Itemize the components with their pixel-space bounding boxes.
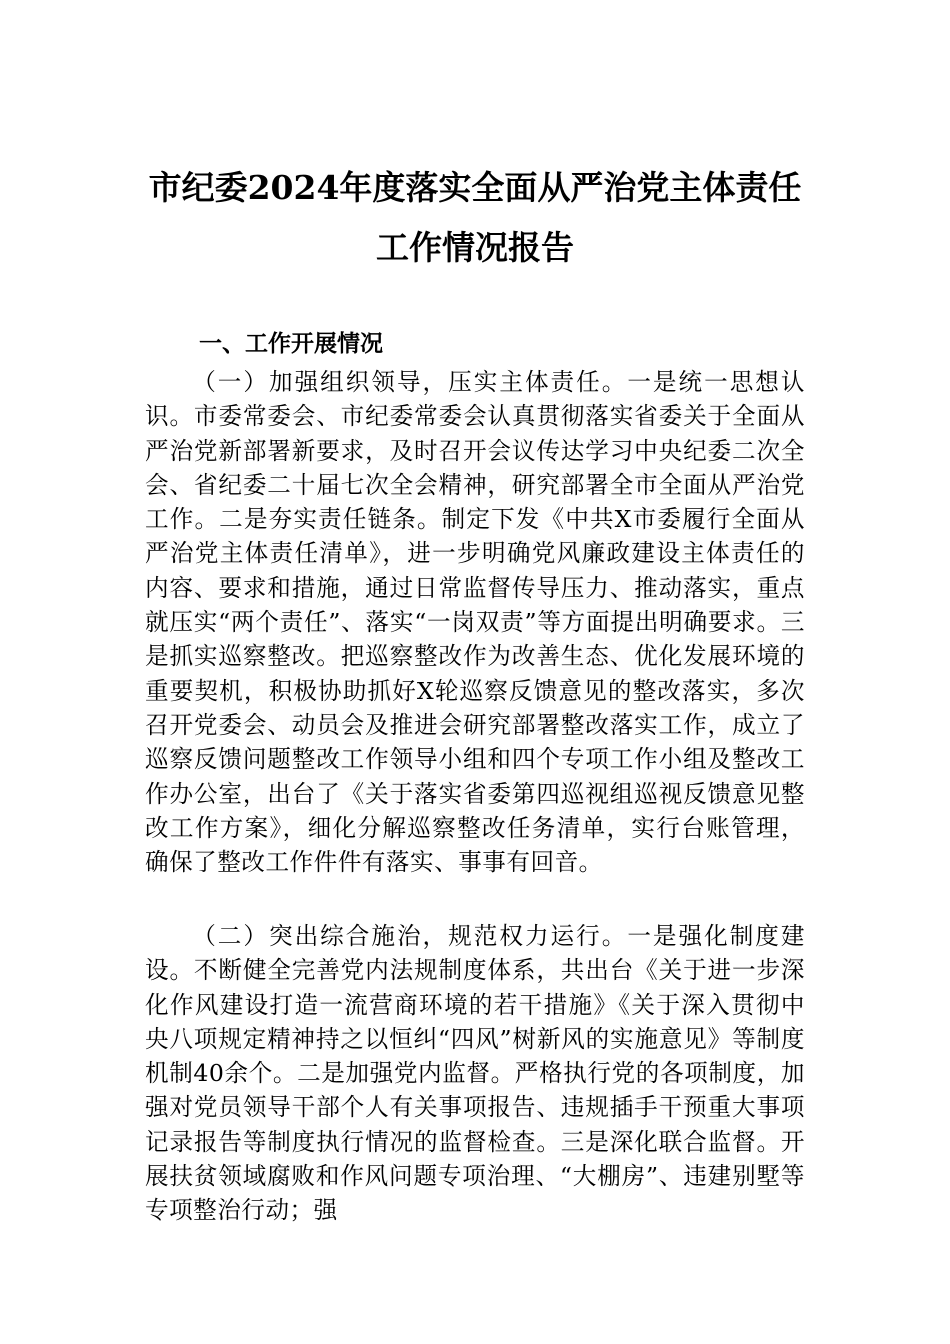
body-paragraph: （一）加强组织领导，压实主体责任。一是统一思想认识。市委常委会、市纪委常委会认真贯彻落实省委关于全面从严治党新部署新要求，及时召开会议传达学习中央纪委二次全会、省纪委二十届七次全会精神，研究部署全市全面从严治党工作。二是夯实责任链条。制定下发《中共X市委履行全面从严治党主体责任清单》，进一步明确党风廉政建设主体责任的内容、要求和措施，通过日常监督传导压力、推动落实，重点就压实“两个责任”、落实“一岗双责”等方面提出明确要求。三是抓实巡察整改。把巡察整改作为改善生态、优化发展环境的重要契机，积极协助抓好X轮巡察反馈意见的整改落实，多次召开党委会、动员会及推进会研究部署整改落实工作，成立了巡察反馈问题整改工作领导小组和四个专项工作小组及整改工作办公室，出台了《关于落实省委第四巡视组巡视反馈意见整改工作方案》，细化分解巡察整改任务清单，实行台账管理，确保了整改工作件件有落实、事事有回音。 <box>145 368 805 877</box>
section-heading: 一、工作开展情况 <box>199 331 383 357</box>
body-paragraph: （二）突出综合施治，规范权力运行。一是强化制度建设。不断健全完善党内法规制度体系，共出台《关于进一步深化作风建设打造一流营商环境的若干措施》《关于深入贯彻中央八项规定精神持之以恒纠“四风”树新风的实施意见》等制度机制40余个。二是加强党内监督。严格执行党的各项制度，加强对党员领导干部个人有关事项报告、违规插手干预重大事项记录报告等制度执行情况的监督检查。三是深化联合监督。开展扶贫领域腐败和作风问题专项治理、“大棚房”、违建别墅等专项整治行动；强 <box>145 922 805 1225</box>
document-title: 市纪委2024年度落实全面从严治党主体责任工作情况报告 <box>148 168 802 267</box>
document-page <box>145 0 805 1344</box>
